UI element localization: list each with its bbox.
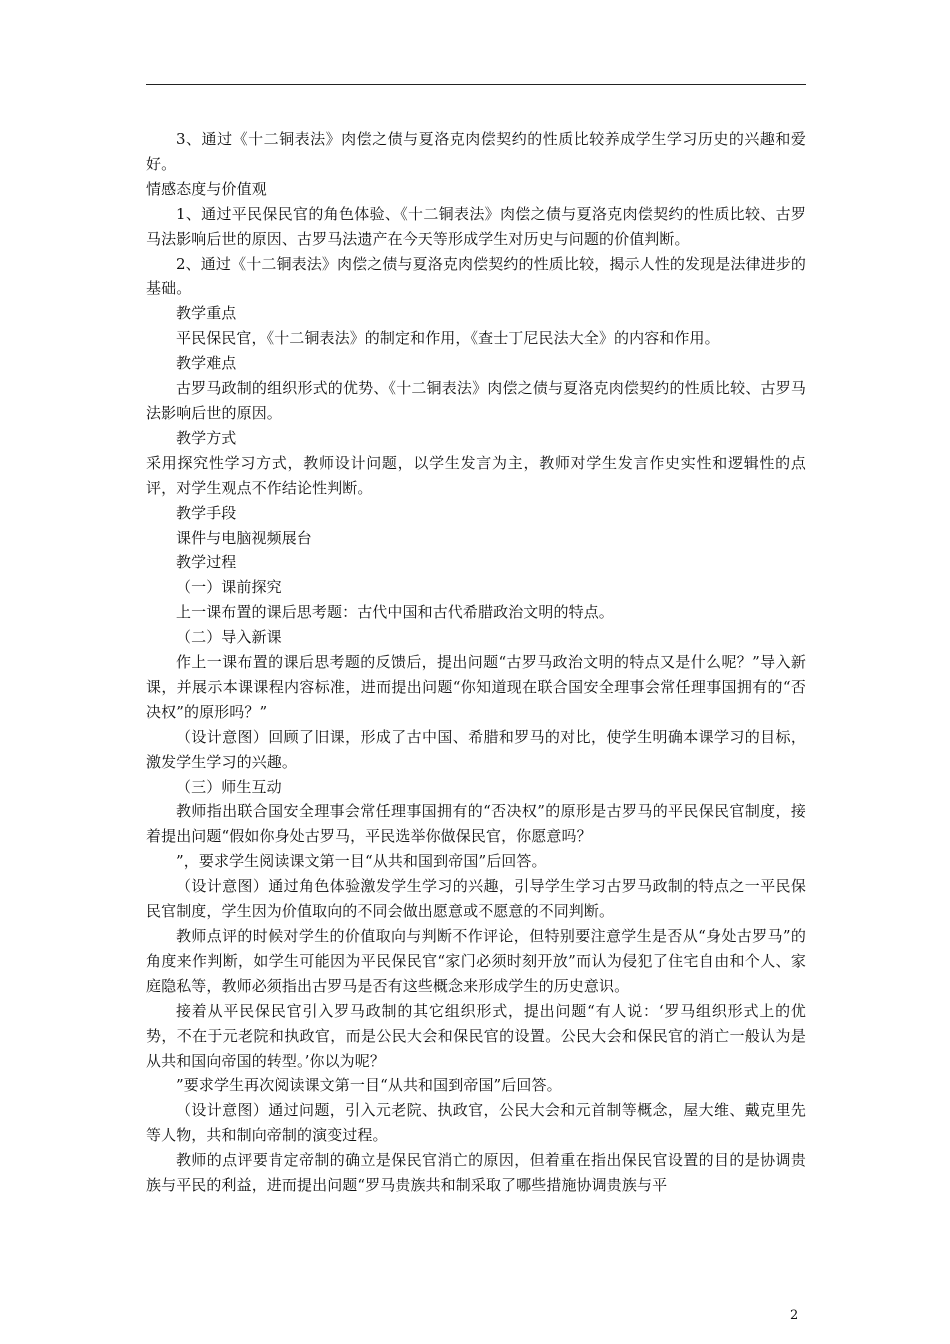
paragraph: 1、通过平民保民官的角色体验、《十二铜表法》肉偿之债与夏洛克肉偿契约的性质比较、古罗马法影响后世的原因、古罗马法遗产在今天等形成学生对历史与问题的价值判断。 <box>146 204 806 248</box>
paragraph: （三）师生互动 <box>176 777 282 796</box>
paragraph: 教学手段 <box>176 503 237 522</box>
paragraph: ”，要求学生阅读课文第一目“从共和国到帝国”后回答。 <box>176 852 547 871</box>
paragraph: 教学方式 <box>176 428 237 447</box>
paragraph: 教师指出联合国安全理事会常任理事国拥有的“否决权”的原形是古罗马的平民保民官制度，接着提出问题“假如你身处古罗马，平民选举你做保民官，你愿意吗？ <box>146 802 806 846</box>
paragraph: （设计意图）通过角色体验激发学生学习的兴趣，引导学生学习古罗马政制的特点之一平民保民官制度，学生因为价值取向的不同会做出愿意或不愿意的不同判断。 <box>146 877 806 921</box>
paragraph: （设计意图）回顾了旧课，形成了古中国、希腊和罗马的对比，使学生明确本课学习的目标，激发学生学习的兴趣。 <box>146 727 806 771</box>
document-body <box>146 127 806 1198</box>
paragraph: 教学重点 <box>176 304 237 323</box>
paragraph: 教学过程 <box>176 553 237 572</box>
page-number: 2 <box>790 1308 799 1323</box>
paragraph: （一）课前探究 <box>176 578 282 597</box>
paragraph: 古罗马政制的组织形式的优势、《十二铜表法》肉偿之债与夏洛克肉偿契约的性质比较、古罗马法影响后世的原因。 <box>146 379 806 422</box>
paragraph: 平民保民官，《十二铜表法》的制定和作用，《查士丁尼民法大全》的内容和作用。 <box>176 329 720 348</box>
paragraph: 教师点评的时候对学生的价值取向与判断不作评论，但特别要注意学生是否从“身处古罗马”的角度来作判断，如学生可能因为平民保民官“家门必须时刻开放”而认为侵犯了住宅自由和个人、家庭隐私等，教师必须指出古罗马是否有这些概念来形成学生的历史意识。 <box>146 927 806 995</box>
header-rule <box>146 84 806 85</box>
paragraph: 接着从平民保民官引入罗马政制的其它组织形式，提出问题“有人说：‘罗马组织形式上的优势，不在于元老院和执政官，而是公民大会和保民官的设置。公民大会和保民官的消亡一般认为是从共和国向帝国的转型。’你以为呢？ <box>146 1001 806 1070</box>
paragraph: 教师的点评要肯定帝制的确立是保民官消亡的原因，但着重在指出保民官设置的目的是协调贵族与平民的利益，进而提出问题“罗马贵族共和制采取了哪些措施协调贵族与平 <box>146 1151 806 1195</box>
paragraph: 采用探究性学习方式，教师设计问题，以学生发言为主，教师对学生发言作史实性和逻辑性的点评，对学生观点不作结论性判断。 <box>146 453 806 497</box>
paragraph: ”要求学生再次阅读课文第一目“从共和国到帝国”后回答。 <box>176 1076 562 1095</box>
paragraph: 情感态度与价值观 <box>146 179 267 198</box>
paragraph: 教学难点 <box>176 354 237 373</box>
paragraph: 2、通过《十二铜表法》肉偿之债与夏洛克肉偿契约的性质比较，揭示人性的发现是法律进步的基础。 <box>146 254 806 298</box>
paragraph: 3、通过《十二铜表法》肉偿之债与夏洛克肉偿契约的性质比较养成学生学习历史的兴趣和爱好。 <box>146 130 806 173</box>
paragraph: 上一课布置的课后思考题：古代中国和古代希腊政治文明的特点。 <box>176 603 614 622</box>
paragraph: （设计意图）通过问题，引入元老院、执政官，公民大会和元首制等概念，屋大维、戴克里先等人物，共和制向帝制的演变过程。 <box>146 1101 806 1145</box>
paragraph: （二）导入新课 <box>176 628 282 647</box>
paragraph: 课件与电脑视频展台 <box>176 528 312 547</box>
paragraph: 作上一课布置的课后思考题的反馈后，提出问题“古罗马政治文明的特点又是什么呢？”导入新课，并展示本课课程内容标准，进而提出问题“你知道现在联合国安全理事会常任理事国拥有的“否决权”的原形吗？” <box>146 653 806 721</box>
